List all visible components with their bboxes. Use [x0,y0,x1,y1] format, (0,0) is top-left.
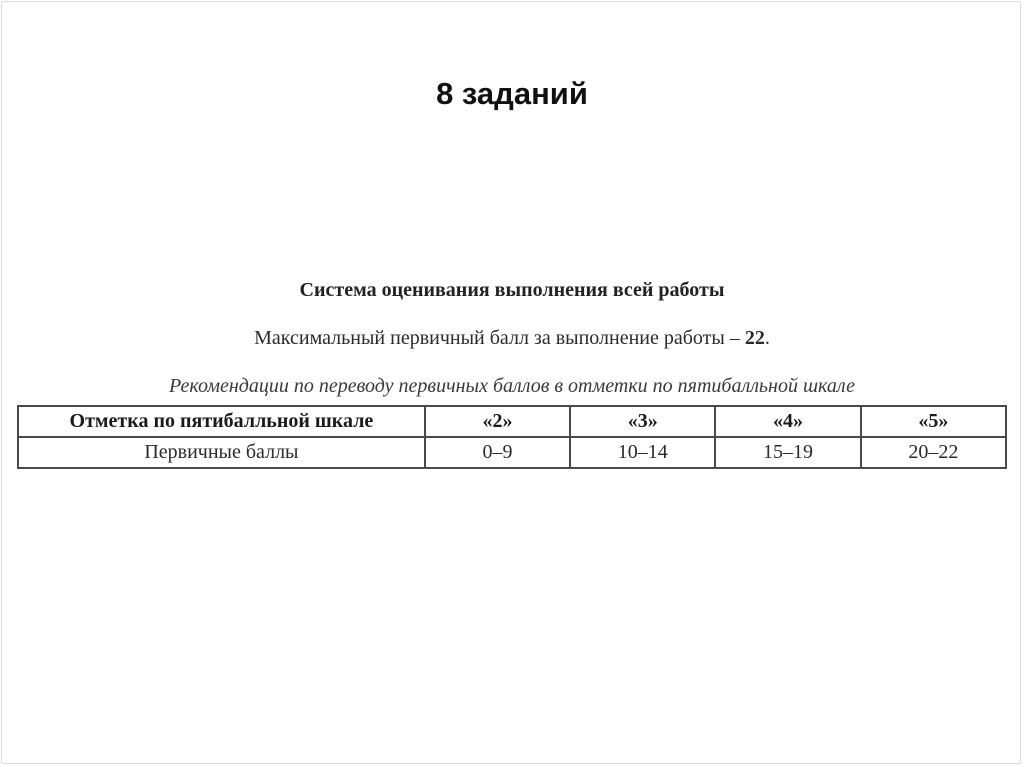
table-header-cell: Отметка по пятибалльной шкале [18,406,425,437]
table-header-cell: «2» [425,406,570,437]
grade-conversion-table [17,405,1007,469]
table-cell: Первичные баллы [18,437,425,468]
table-header-cell: «5» [861,406,1006,437]
table-cell: 10–14 [570,437,715,468]
table-header-row [18,406,1006,437]
table-cell: 0–9 [425,437,570,468]
max-score-line [0,324,1024,352]
table-cell: 20–22 [861,437,1006,468]
max-score-suffix: . [764,327,770,349]
table-cell: 15–19 [715,437,860,468]
document-heading: Система оценивания выполнения всей работы [299,279,725,301]
table-header-cell: «4» [715,406,860,437]
max-score-text: Максимальный первичный балл за выполнение работы – [254,327,745,349]
table-row [18,437,1006,468]
table-header-cell: «3» [570,406,715,437]
max-score-value: 22 [744,327,765,349]
recommendation-caption: Рекомендации по переводу первичных баллов в отметки по пятибалльной шкале [168,375,855,397]
slide-title: 8 заданий [436,76,588,111]
